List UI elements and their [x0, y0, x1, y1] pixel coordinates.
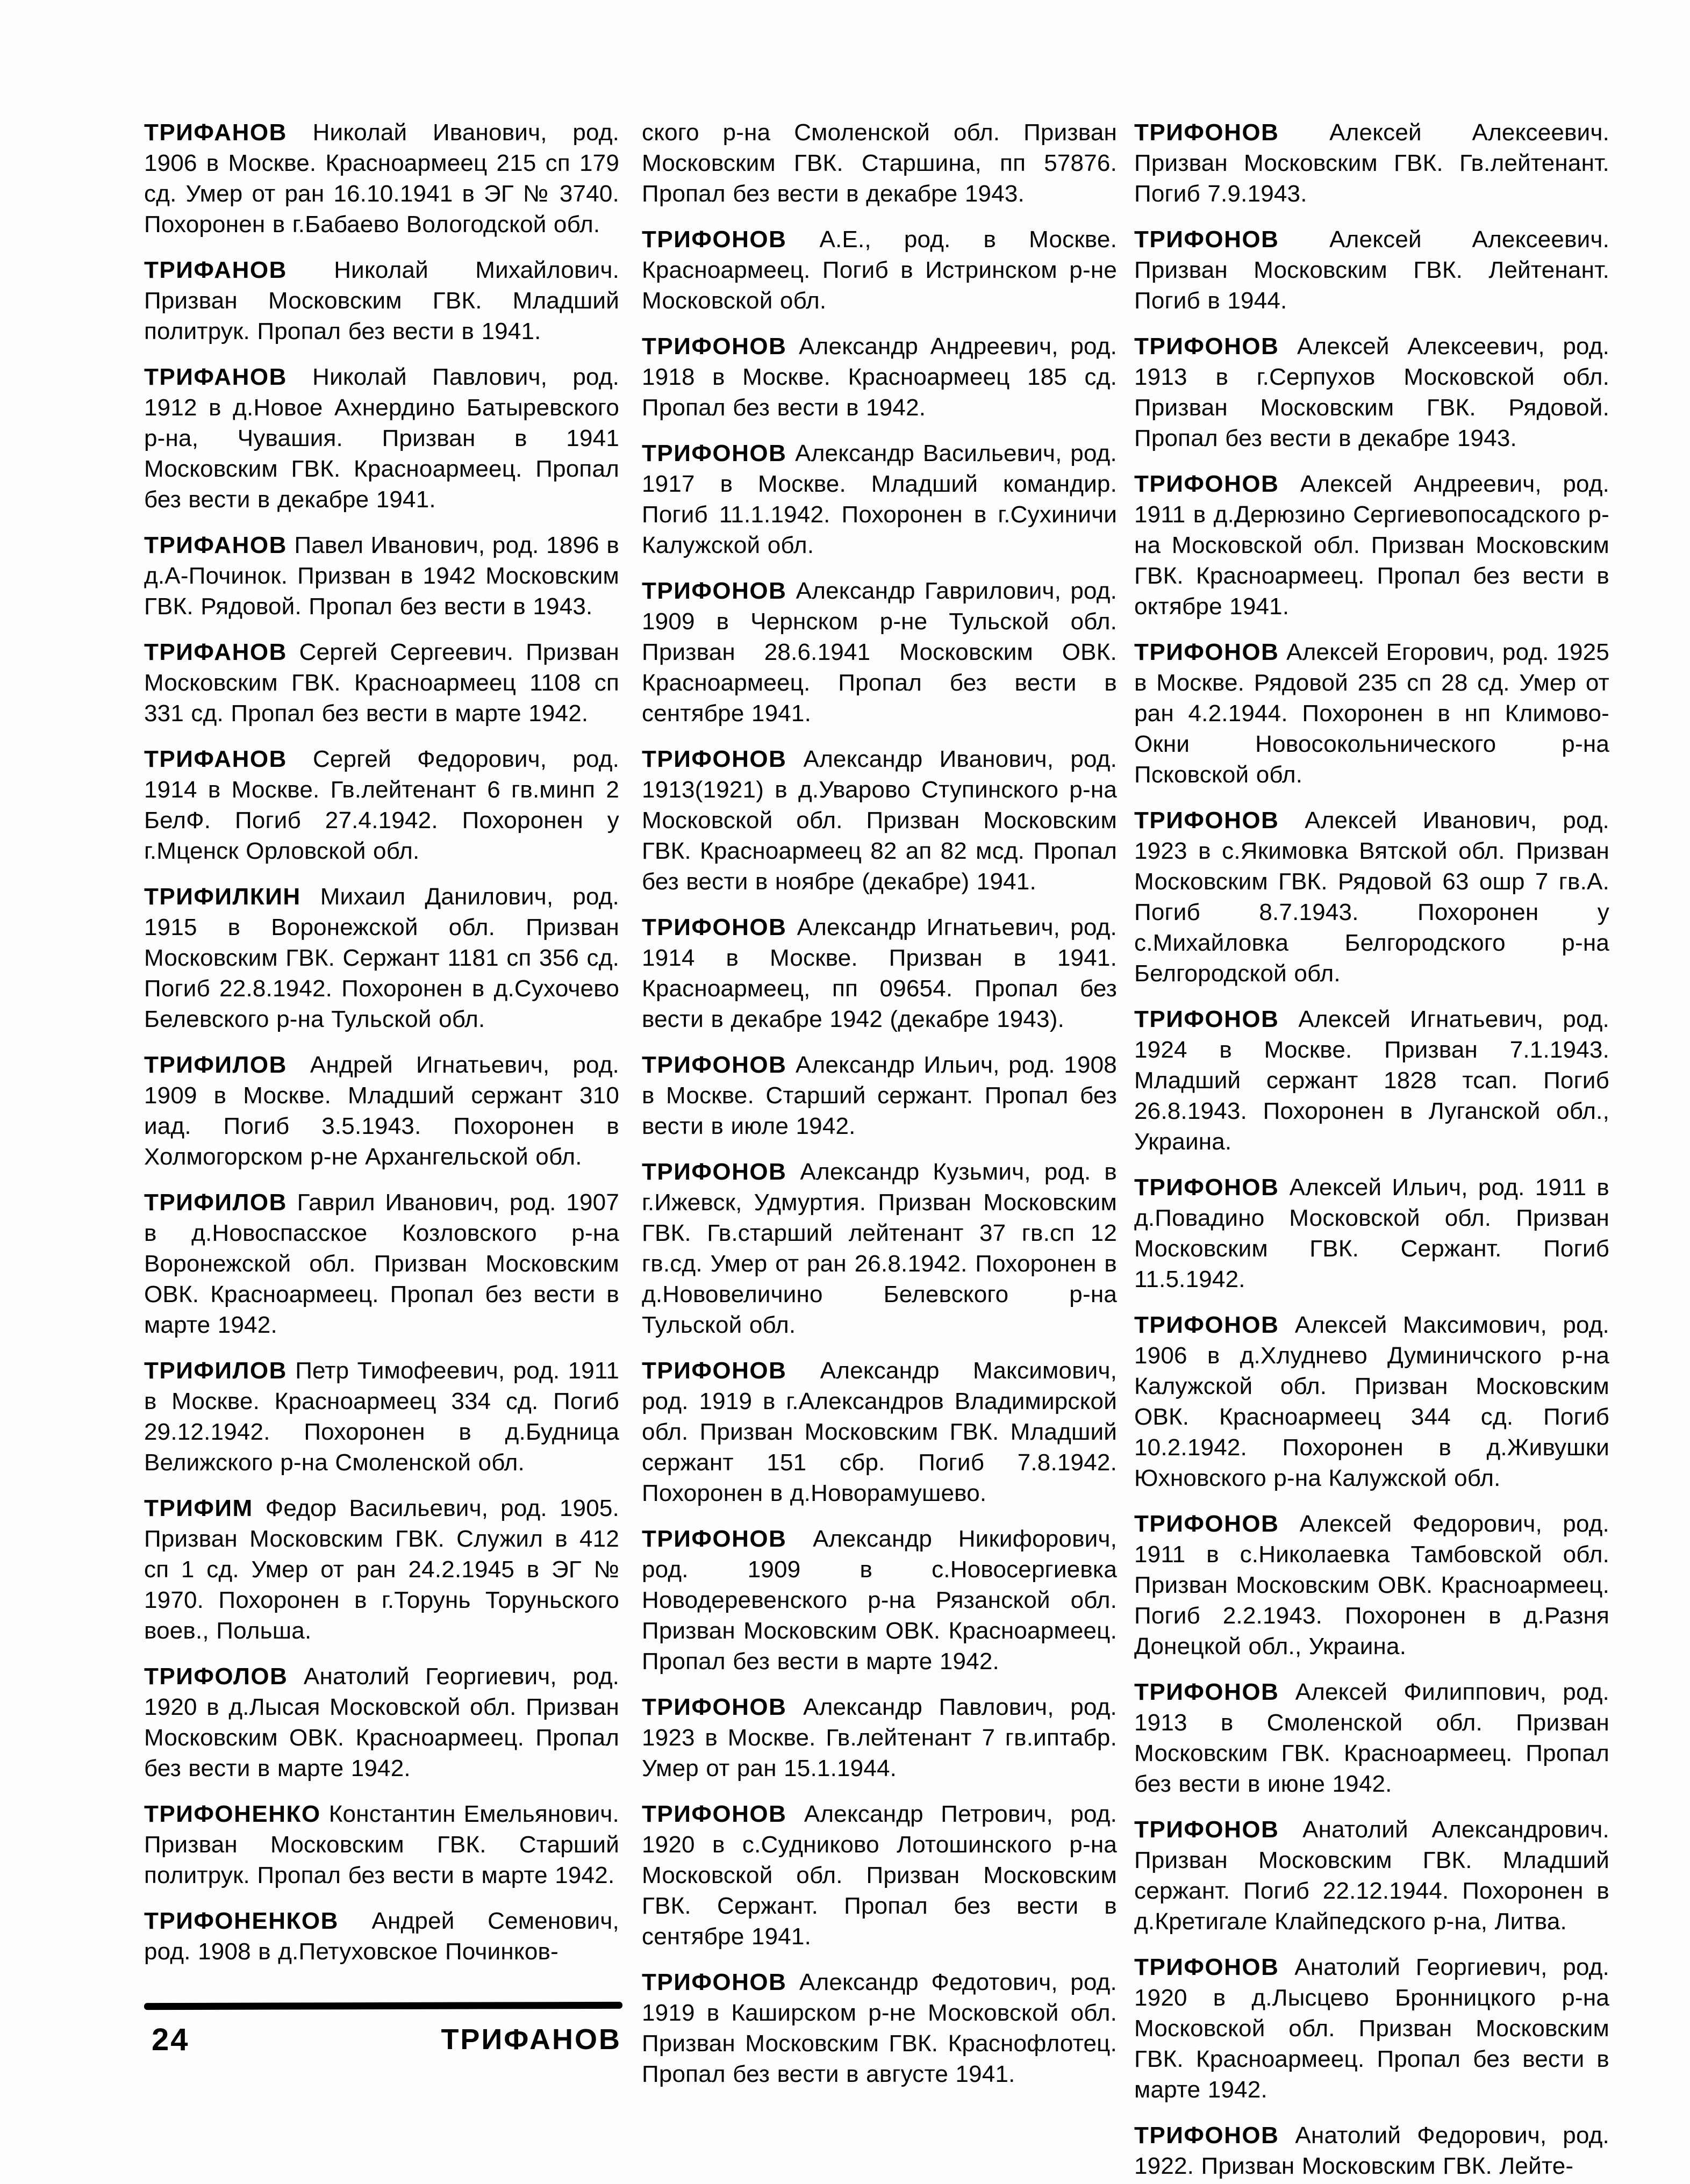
entry-text: Анатолий Александрович. Призван Московским ГВК. Младший сержант. Погиб 22.12.1944. Похоронен в д.Кретигале Клайпедского р-на, Литва. [1134, 1816, 1609, 1935]
entry-surname: ТРИФОНОВ [1134, 1006, 1279, 1032]
memorial-entry [1134, 224, 1609, 316]
memorial-entry [642, 224, 1117, 316]
entry-text: Александр Павлович, род. 1923 в Москве. Гв.лейтенант 7 гв.иптабр. Умер от ран 15.1.1944. [642, 1694, 1117, 1781]
entry-surname: ТРИФАНОВ [144, 532, 287, 558]
memorial-entry [642, 1692, 1117, 1784]
memorial-entry [642, 1355, 1117, 1508]
entry-surname: ТРИФОНОВ [642, 226, 787, 253]
memorial-entry [1134, 2120, 1609, 2181]
memorial-entry [642, 1967, 1117, 2089]
entry-text: Анатолий Федорович, род. 1922. Призван Московским ГВК. Лейте- [1134, 2122, 1609, 2179]
running-title: ТРИФАНОВ [441, 2023, 621, 2056]
memorial-entry [1134, 1508, 1609, 1662]
entry-surname: ТРИФОНОВ [1134, 1679, 1279, 1705]
entry-text: Гаврил Иванович, род. 1907 в д.Новоспасское Козловского р-на Воронежской обл. Призван Московским ОВК. Красноармеец. Пропал без вести в марте 1942. [144, 1189, 619, 1338]
entry-surname: ТРИФАНОВ [144, 119, 287, 146]
memorial-entry [144, 881, 619, 1034]
memorial-entry [1134, 117, 1609, 209]
entry-text: Сергей Сергеевич. Призван Московским ГВК. Красноармеец 1108 сп 331 сд. Пропал без вести в марте 1942. [144, 639, 619, 727]
memorial-entry [144, 1050, 619, 1172]
memorial-entry [144, 255, 619, 347]
entry-surname: ТРИФОНОВ [642, 1694, 787, 1720]
memorial-entry [642, 1524, 1117, 1677]
column-1 [144, 117, 619, 1982]
entry-text: Алексей Максимович, род. 1906 в д.Хлуднево Думиничского р-на Калужской обл. Призван Московским ОВК. Красноармеец 344 сд. Погиб 10.2.1942. Похоронен в д.Живушки Юхновского р-на Калужской обл. [1134, 1312, 1609, 1491]
entry-text: Константин Емельянович. Призван Московским ГВК. Старший политрук. Пропал без вести в марте 1942. [144, 1801, 619, 1888]
entry-surname: ТРИФОНОВ [642, 746, 787, 772]
memorial-entry [144, 1661, 619, 1784]
memorial-entry [1134, 1172, 1609, 1295]
entry-text: Алексей Алексеевич, род. 1913 в г.Серпухов Московской обл. Призван Московским ГВК. Рядовой. Пропал без вести в декабре 1943. [1134, 333, 1609, 451]
entry-surname: ТРИФОНОВ [1134, 807, 1279, 834]
entry-text: Сергей Федорович, род. 1914 в Москве. Гв.лейтенант 6 гв.минп 2 БелФ. Погиб 27.4.1942. Похоронен у г.Мценск Орловской обл. [144, 746, 619, 864]
entry-text: Андрей Игнатьевич, род. 1909 в Москве. Младший сержант 310 иад. Погиб 3.5.1943. Похоронен в Холмогорском р-не Архангельской обл. [144, 1052, 619, 1170]
entry-surname: ТРИФОНОВ [642, 914, 787, 940]
entry-text: Александр Федотович, род. 1919 в Каширском р-не Московской обл. Призван Московским ГВК. Краснофлотец. Пропал без вести в августе 1941. [642, 1969, 1117, 2087]
memorial-entry [1134, 1310, 1609, 1493]
memorial-entry [642, 744, 1117, 897]
memorial-entry [1134, 637, 1609, 790]
entry-surname: ТРИФОНОВ [642, 1526, 787, 1552]
entry-text: Алексей Филиппович, род. 1913 в Смоленской обл. Призван Московским ГВК. Красноармеец. Пропал без вести в июне 1942. [1134, 1679, 1609, 1797]
entry-surname: ТРИФОНОВ [1134, 1174, 1279, 1201]
entry-text: Александр Кузьмич, род. в г.Ижевск, Удмуртия. Призван Московским ГВК. Гв.старший лейтенант 37 гв.сп 12 гв.сд. Умер от ран 26.8.1942. Похоронен в д.Нововеличино Белевского р-на Тульской обл. [642, 1159, 1117, 1338]
memorial-entry [144, 637, 619, 729]
entry-text: Алексей Алексеевич. Призван Московским ГВК. Гв.лейтенант. Погиб 7.9.1943. [1134, 119, 1609, 207]
entry-surname: ТРИФОНОВ [1134, 1312, 1279, 1338]
memorial-entry [642, 331, 1117, 423]
memorial-entry [144, 117, 619, 240]
entry-surname: ТРИФОНОВ [642, 333, 787, 360]
entry-surname: ТРИФАНОВ [144, 257, 287, 283]
memorial-entry [1134, 469, 1609, 622]
entry-text: Петр Тимофеевич, род. 1911 в Москве. Красноармеец 334 сд. Погиб 29.12.1942. Похоронен в д.Будница Велижского р-на Смоленской обл. [144, 1357, 619, 1476]
memorial-entry [642, 576, 1117, 729]
entry-surname: ТРИФОНОВ [1134, 1816, 1279, 1843]
memorial-entry [144, 744, 619, 866]
entry-surname: ТРИФОНОВ [642, 1159, 787, 1185]
entry-surname: ТРИФОНОВ [1134, 333, 1279, 360]
entry-surname: ТРИФАНОВ [144, 364, 287, 390]
entry-surname: ТРИФОНОВ [1134, 639, 1279, 665]
memorial-entry [642, 912, 1117, 1034]
entry-text: Николай Павлович, род. 1912 в д.Новое Ахнердино Батыревского р-на, Чувашия. Призван в 1941 Московским ГВК. Красноармеец. Пропал без вести в декабре 1941. [144, 364, 619, 513]
entry-text: Алексей Андреевич, род. 1911 в д.Дерюзино Сергиевопосадского р-на Московской обл. Призван Московским ГВК. Красноармеец. Пропал без вести в октябре 1941. [1134, 471, 1609, 620]
memorial-entry [1134, 1677, 1609, 1799]
entry-surname: ТРИФИЛОВ [144, 1189, 287, 1216]
memorial-entry-continuation [642, 117, 1117, 209]
entry-text: Алексей Ильич, род. 1911 в д.Повадино Московской обл. Призван Московским ГВК. Сержант. Погиб 11.5.1942. [1134, 1174, 1609, 1292]
entry-text: Алексей Игнатьевич, род. 1924 в Москве. Призван 7.1.1943. Младший сержант 1828 тсап. Погиб 26.8.1943. Похоронен в Луганской обл., Украина. [1134, 1006, 1609, 1155]
entry-surname: ТРИФОНЕНКОВ [144, 1908, 339, 1934]
entry-text: Андрей Семенович, род. 1908 в д.Петуховское Починков- [144, 1908, 619, 1965]
entry-text: Анатолий Георгиевич, род. 1920 в д.Лысцево Бронницкого р-на Московской обл. Призван Московским ГВК. Красноармеец. Пропал без вести в марте 1942. [1134, 1954, 1609, 2103]
entry-surname: ТРИФИМ [144, 1495, 253, 1521]
entry-surname: ТРИФАНОВ [144, 746, 287, 772]
memorial-entry [1134, 1004, 1609, 1157]
entry-surname: ТРИФОНЕНКО [144, 1801, 321, 1827]
entry-text: Алексей Егорович, род. 1925 в Москве. Рядовой 235 сп 28 сд. Умер от ран 4.2.1944. Похоронен в нп Климово-Окни Новосокольнического р-на Псковской обл. [1134, 639, 1609, 788]
memorial-entry [1134, 805, 1609, 989]
entry-text: Александр Максимович, род. 1919 в г.Александров Владимирской обл. Призван Московским ГВК. Младший сержант 151 сбр. Погиб 7.8.1942. Похоронен в д.Новорамушево. [642, 1357, 1117, 1506]
entry-text: Михаил Данилович, род. 1915 в Воронежской обл. Призван Московским ГВК. Сержант 1181 сп 356 сд. Погиб 22.8.1942. Похоронен в д.Сухочево Белевского р-на Тульской обл. [144, 883, 619, 1032]
entry-text: Николай Михайлович. Призван Московским ГВК. Младший политрук. Пропал без вести в 1941. [144, 257, 619, 344]
entry-surname: ТРИФОНОВ [1134, 2122, 1279, 2149]
entry-surname: ТРИФИЛКИН [144, 883, 301, 910]
entry-text: Анатолий Георгиевич, род. 1920 в д.Лысая Московской обл. Призван Московским ОВК. Красноармеец. Пропал без вести в марте 1942. [144, 1663, 619, 1781]
entry-text: ского р-на Смоленской обл. Призван Московским ГВК. Старшина, пп 57876. Пропал без вести в декабре 1943. [642, 119, 1117, 207]
entry-text: Александр Гаврилович, род. 1909 в Чернском р-не Тульской обл. Призван 28.6.1941 Московским ОВК. Красноармеец. Пропал без вести в сентябре 1941. [642, 578, 1117, 727]
entry-surname: ТРИФОЛОВ [144, 1663, 288, 1690]
memorial-entry [642, 1156, 1117, 1340]
entry-surname: ТРИФОНОВ [1134, 1511, 1279, 1537]
entry-text: Александр Никифорович, род. 1909 в с.Новосергиевка Новодеревенского р-на Рязанской обл. Призван Московским ОВК. Красноармеец. Пропал без вести в марте 1942. [642, 1526, 1117, 1675]
entry-surname: ТРИФОНОВ [1134, 1954, 1279, 1980]
column-3 [1134, 117, 1609, 2184]
entry-surname: ТРИФОНОВ [642, 1801, 787, 1827]
page-number: 24 [152, 2022, 190, 2057]
entry-text: Александр Петрович, род. 1920 в с.Судниково Лотошинского р-на Московской обл. Призван Московским ГВК. Сержант. Пропал без вести в сентябре 1941. [642, 1801, 1117, 1950]
entry-text: Александр Васильевич, род. 1917 в Москве. Младший командир. Погиб 11.1.1942. Похоронен в г.Сухиничи Калужской обл. [642, 440, 1117, 558]
entry-text: Федор Васильевич, род. 1905. Призван Московским ГВК. Служил в 412 сп 1 сд. Умер от ран 24.2.1945 в ЭГ № 1970. Похоронен в г.Торунь Торуньского воев., Польша. [144, 1495, 619, 1644]
memorial-entry [642, 438, 1117, 561]
entry-text: Николай Иванович, род. 1906 в Москве. Красноармеец 215 сп 179 сд. Умер от ран 16.10.1941 в ЭГ № 3740. Похоронен в г.Бабаево Вологодской обл. [144, 119, 619, 238]
memorial-entry [144, 1493, 619, 1646]
entry-surname: ТРИФИЛОВ [144, 1052, 287, 1078]
entry-text: Александр Иванович, род. 1913(1921) в д.Уварово Ступинского р-на Московской обл. Призван Московским ГВК. Красноармеец 82 ап 82 мсд. Пропал без вести в ноябре (декабре) 1941. [642, 746, 1117, 895]
entry-surname: ТРИФОНОВ [642, 1052, 787, 1078]
memorial-entry [144, 1906, 619, 1967]
entry-surname: ТРИФОНОВ [642, 440, 787, 466]
entry-text: А.Е., род. в Москве. Красноармеец. Погиб в Истринском р-не Московской обл. [642, 226, 1117, 314]
entry-surname: ТРИФОНОВ [1134, 226, 1279, 253]
memorial-entry [1134, 331, 1609, 454]
column-2 [642, 117, 1117, 2104]
memorial-entry [144, 362, 619, 515]
memorial-entry [144, 1187, 619, 1340]
entry-surname: ТРИФАНОВ [144, 639, 287, 665]
memorial-entry [144, 530, 619, 622]
memorial-entry [642, 1050, 1117, 1141]
entry-text: Алексей Федорович, род. 1911 в с.Николаевка Тамбовской обл. Призван Московским ОВК. Красноармеец. Погиб 2.2.1943. Похоронен в д.Разня Донецкой обл., Украина. [1134, 1511, 1609, 1659]
entry-surname: ТРИФОНОВ [642, 578, 787, 604]
entry-text: Алексей Алексеевич. Призван Московским ГВК. Лейтенант. Погиб в 1944. [1134, 226, 1609, 314]
entry-text: Александр Ильич, род. 1908 в Москве. Старший сержант. Пропал без вести в июле 1942. [642, 1052, 1117, 1139]
memorial-entry [1134, 1952, 1609, 2105]
entry-surname: ТРИФОНОВ [642, 1969, 787, 1995]
memorial-entry [144, 1799, 619, 1891]
entry-text: Александр Андреевич, род. 1918 в Москве. Красноармеец 185 сд. Пропал без вести в 1942. [642, 333, 1117, 421]
memorial-entry [1134, 1814, 1609, 1937]
memorial-entry [642, 1799, 1117, 1952]
footer-divider-rule [144, 2002, 622, 2010]
entry-surname: ТРИФОНОВ [1134, 471, 1279, 497]
entry-text: Александр Игнатьевич, род. 1914 в Москве. Призван в 1941. Красноармеец, пп 09654. Пропал без вести в декабре 1942 (декабре 1943). [642, 914, 1117, 1032]
entry-surname: ТРИФИЛОВ [144, 1357, 287, 1384]
memorial-entry [144, 1355, 619, 1478]
entry-text: Алексей Иванович, род. 1923 в с.Якимовка Вятской обл. Призван Московским ГВК. Рядовой 63 ошр 7 гв.А. Погиб 8.7.1943. Похоронен у с.Михайловка Белгородского р-на Белгородской обл. [1134, 807, 1609, 987]
entry-text: Павел Иванович, род. 1896 в д.А-Починок. Призван в 1942 Московским ГВК. Рядовой. Пропал без вести в 1943. [144, 532, 619, 620]
entry-surname: ТРИФОНОВ [642, 1357, 787, 1384]
entry-surname: ТРИФОНОВ [1134, 119, 1279, 146]
